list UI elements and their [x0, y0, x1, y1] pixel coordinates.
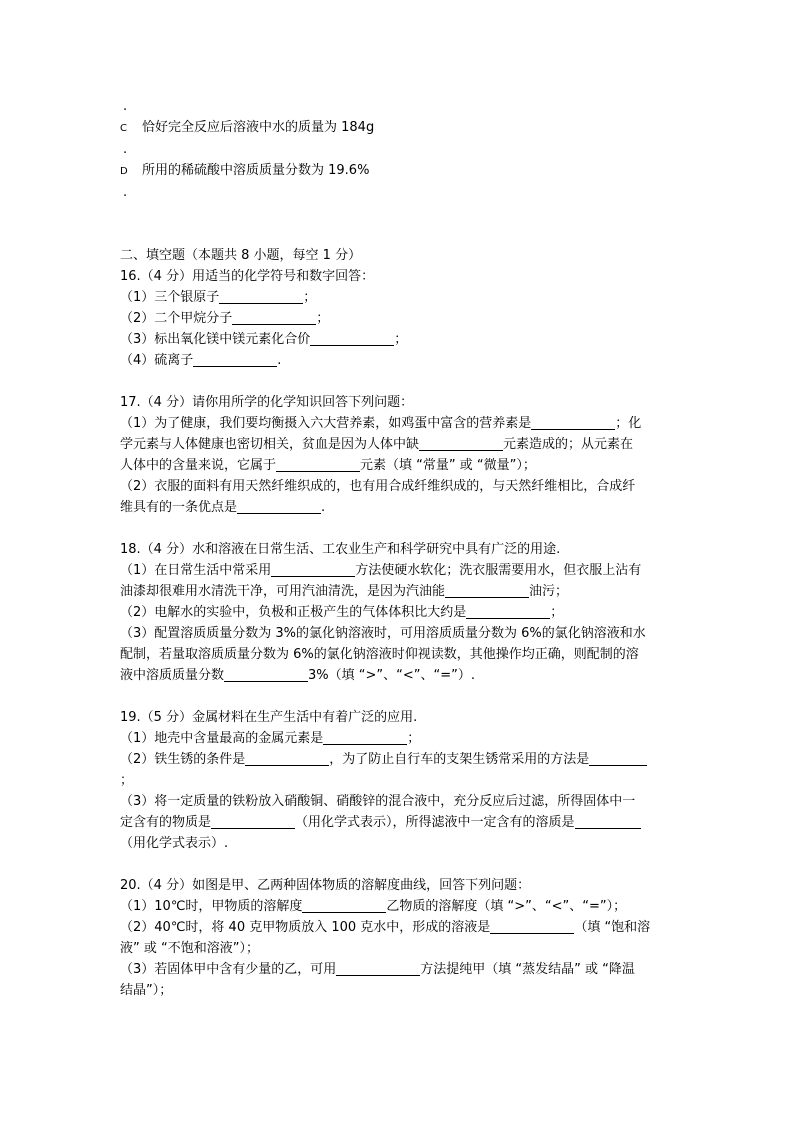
q18-l3-text: （2）电解水的实验中，负极和正极产生的气体体积比大约是 — [120, 605, 467, 620]
q16-line-4 — [120, 350, 680, 371]
q18-stem: 18.（4 分）水和溶液在日常生活、工农业生产和科学研究中具有广泛的用途. — [120, 542, 561, 557]
q18-l2-end: 油污； — [529, 584, 569, 599]
answer-blank[interactable] — [224, 667, 308, 682]
q18-l2-text: 油漆却很难用水清洗干净，可用汽油清洗，是因为汽油能 — [120, 584, 446, 599]
q19-line-5 — [120, 812, 680, 833]
q19-l1-end: ； — [407, 731, 421, 746]
q17-stem: 17.（4 分）请你用所学的化学知识回答下列问题： — [120, 395, 414, 410]
q18-l3-end: ； — [550, 605, 564, 620]
answer-blank[interactable] — [336, 961, 420, 976]
q16-l3-end: ； — [394, 332, 408, 347]
q16-line-2 — [120, 308, 680, 329]
q16-l3-text: （3）标出氧化镁中镁元素化合价 — [120, 332, 311, 347]
q20-line-1 — [120, 896, 680, 917]
answer-blank[interactable] — [445, 583, 529, 598]
answer-blank[interactable] — [466, 604, 550, 619]
answer-blank[interactable] — [575, 814, 641, 829]
q17-l3-end: 元素（填 “常量” 或 “微量”）； — [360, 458, 536, 473]
option-separator: . — [123, 185, 128, 200]
q17-l3-text: 人体中的含量来说，它属于 — [120, 458, 277, 473]
answer-blank[interactable] — [211, 814, 295, 829]
answer-blank[interactable] — [310, 331, 394, 346]
answer-blank[interactable] — [219, 289, 303, 304]
q18-line-1 — [120, 560, 680, 581]
q18-line-3 — [120, 602, 680, 623]
answer-blank[interactable] — [193, 352, 277, 367]
q16-l2-end: ； — [316, 311, 330, 326]
q20-line-5: 结晶”）； — [120, 983, 173, 998]
q19-l5-mid: （用化学式表示），所得滤液中一定含有的溶质是 — [295, 815, 575, 830]
q16-l2-text: （2）二个甲烷分子 — [120, 311, 233, 326]
answer-blank[interactable] — [237, 499, 321, 514]
q20-l4-text: （3）若固体甲中含有少量的乙，可用 — [120, 962, 337, 977]
q18-line-6 — [120, 665, 680, 686]
q20-l2-end: （填 “饱和溶 — [574, 920, 651, 935]
q19-line-4: （3）将一定质量的铁粉放入硝酸铜、硝酸锌的混合液中，充分反应后过滤，所得固体中一 — [120, 794, 636, 809]
option-c-text: 恰好完全反应后溶液中水的质量为 184g — [142, 120, 375, 135]
q17-l1-end: ；化 — [615, 416, 642, 431]
answer-blank[interactable] — [323, 730, 407, 745]
document-page — [120, 96, 680, 1001]
q18-l1-end: 方法使硬水软化；洗衣服需要用水，但衣服上沾有 — [355, 563, 642, 578]
answer-blank[interactable] — [232, 310, 316, 325]
q16-line-1 — [120, 287, 680, 308]
answer-blank[interactable] — [490, 919, 574, 934]
q17-line-2 — [120, 434, 680, 455]
option-d — [120, 160, 680, 182]
q17-line-4: （2）衣服的面料有用天然纤维织成的，也有用合成纤维织成的，与天然纤维相比，合成纤 — [120, 479, 636, 494]
q16-line-3 — [120, 329, 680, 350]
option-d-letter: D — [120, 166, 128, 177]
q18-l1-text: （1）在日常生活中常采用 — [120, 563, 272, 578]
q18-line-5: 配制，若量取溶质质量分数为 6%的氯化钠溶液时仰视读数，其他操作均正确，则配制的溶 — [120, 647, 639, 662]
q20-line-2 — [120, 917, 680, 938]
q20-stem: 20.（4 分）如图是甲、乙两种固体物质的溶解度曲线，回答下列问题： — [120, 878, 531, 893]
q16-l4-text: （4）硫离子 — [120, 353, 194, 368]
option-c — [120, 117, 680, 139]
answer-blank[interactable] — [271, 562, 355, 577]
option-d-text: 所用的稀硫酸中溶质质量分数为 19.6% — [142, 163, 370, 178]
answer-blank[interactable] — [245, 751, 329, 766]
q20-l4-end: 方法提纯甲（填 “蒸发结晶” 或 “降温 — [420, 962, 635, 977]
q16-l1-text: （1）三个银原子 — [120, 290, 220, 305]
q20-line-4 — [120, 959, 680, 980]
q19-stem: 19.（5 分）金属材料在生产生活中有着广泛的应用. — [120, 710, 418, 725]
q19-line-6: （用化学式表示）. — [120, 836, 229, 851]
q20-l2-text: （2）40℃时，将 40 克甲物质放入 100 克水中，形成的溶液是 — [120, 920, 491, 935]
q18-line-4: （3）配置溶质质量分数为 3%的氯化钠溶液时，可用溶质质量分数为 6%的氯化钠溶液和水 — [120, 626, 646, 641]
answer-blank[interactable] — [419, 436, 503, 451]
answer-blank[interactable] — [531, 415, 615, 430]
q17-l5-end: . — [321, 500, 326, 515]
q17-l5-text: 维具有的一条优点是 — [120, 500, 238, 515]
q19-line-2 — [120, 749, 680, 770]
q19-l2-text: （2）铁生锈的条件是 — [120, 752, 246, 767]
q17-l2-end: 元素造成的；从元素在 — [503, 437, 634, 452]
answer-blank[interactable] — [302, 898, 386, 913]
q18-l6-end: 3%（填 “>”、“<”、“=”）. — [308, 668, 475, 683]
q19-l1-text: （1）地壳中含量最高的金属元素是 — [120, 731, 324, 746]
answer-blank[interactable] — [276, 457, 360, 472]
q16-l1-end: ； — [303, 290, 317, 305]
q17-l1-text: （1）为了健康，我们要均衡摄入六大营养素，如鸡蛋中富含的营养素是 — [120, 416, 532, 431]
q18-line-2 — [120, 581, 680, 602]
q16-l4-end: . — [277, 353, 282, 368]
q18-l6-text: 液中溶质质量分数 — [120, 668, 225, 683]
q19-l2-mid: ，为了防止自行车的支架生锈常采用的方法是 — [329, 752, 590, 767]
q16-stem: 16.（4 分）用适当的化学符号和数字回答： — [120, 269, 375, 284]
option-c-letter: C — [120, 123, 127, 134]
q20-l1-text: （1）10℃时，甲物质的溶解度 — [120, 899, 303, 914]
option-separator: . — [123, 99, 128, 114]
q19-line-1 — [120, 728, 680, 749]
section-title: 二、填空题（本题共 8 小题，每空 1 分） — [120, 248, 362, 263]
q19-l5-text: 定含有的物质是 — [120, 815, 212, 830]
answer-blank[interactable] — [589, 751, 647, 766]
q20-l1-end: 乙物质的溶解度（填 “>”、“<”、“=”）； — [386, 899, 627, 914]
q17-line-5 — [120, 497, 680, 518]
q17-line-1 — [120, 413, 680, 434]
q19-line-3: ； — [120, 773, 134, 788]
option-separator: . — [123, 142, 128, 157]
q17-l2-text: 学元素与人体健康也密切相关，贫血是因为人体中缺 — [120, 437, 420, 452]
q17-line-3 — [120, 455, 680, 476]
q20-line-3: 液” 或 “不饱和溶液”）； — [120, 941, 259, 956]
